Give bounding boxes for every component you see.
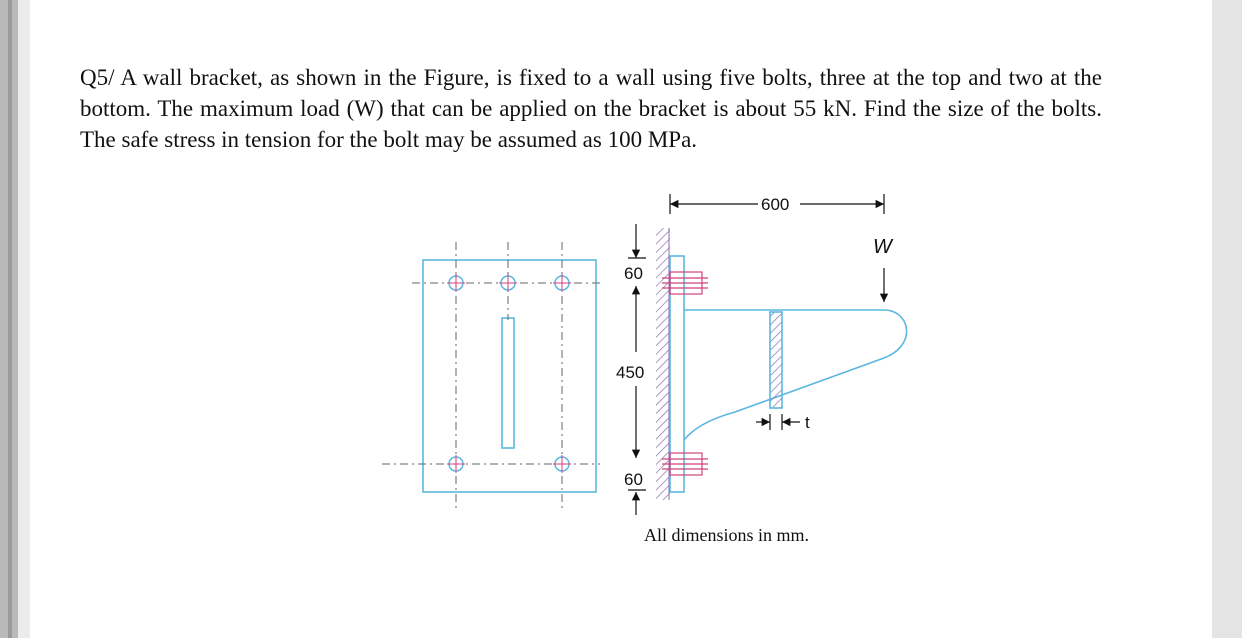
thickness-dimension xyxy=(756,414,800,430)
front-view xyxy=(382,242,600,510)
dim-bottom-edge: 60 xyxy=(624,470,643,489)
dim-top-edge: 60 xyxy=(624,264,643,283)
web-slot xyxy=(502,318,514,448)
bracket-arm xyxy=(684,310,907,440)
dim-length: 600 xyxy=(761,195,790,214)
dimensions-note: All dimensions in mm. xyxy=(644,525,810,545)
load-label: W xyxy=(873,236,892,258)
question-text: Q5/ A wall bracket, as shown in the Figure, is fixed to a wall using five bolts, three at the top and two at the bottom. The maximum load (W) that can be applied on the bracket is about 55 kN. Find the size of the bolts. The safe stress in tension for the bolt may be assumed as 100 MPa. xyxy=(80,65,1102,152)
thickness-label: t xyxy=(805,413,810,432)
bracket-plate xyxy=(670,256,684,492)
base-plate xyxy=(423,260,596,492)
dim-bolt-spacing: 450 xyxy=(616,363,645,382)
rib-section xyxy=(770,312,782,408)
side-view xyxy=(670,256,907,492)
